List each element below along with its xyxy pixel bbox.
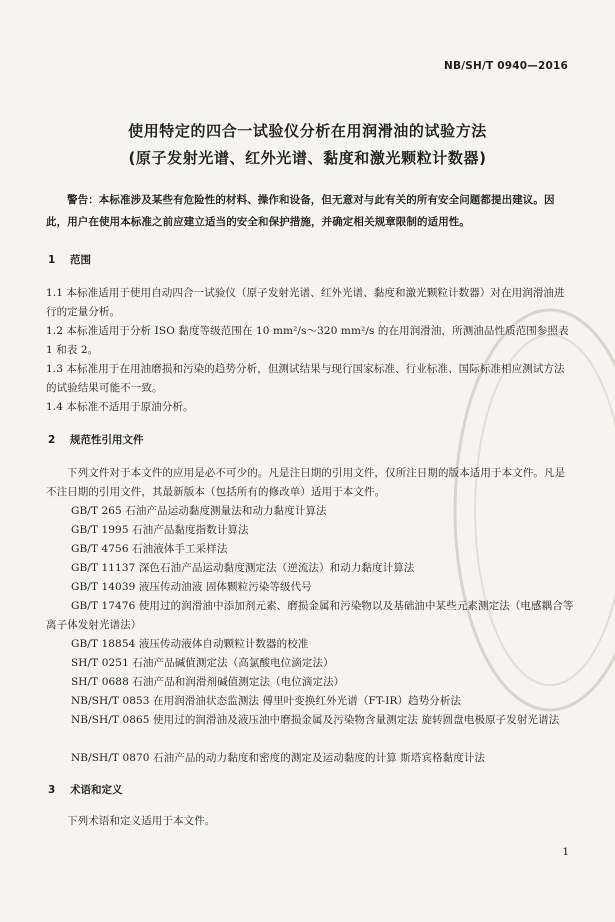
- reference-item: NB/SH/T 0870 石油产品的动力黏度和密度的测定及运动黏度的计算 斯塔宾格黏度计法: [71, 752, 486, 764]
- section-2-heading: [48, 432, 144, 447]
- section-number: 2: [48, 434, 56, 446]
- section-number: 1: [48, 254, 56, 266]
- reference-item: GB/T 14039 液压传动油液 固体颗粒污染等级代号: [71, 581, 312, 593]
- reference-item: GB/T 18854 液压传动液体自动颗粒计数器的校准: [71, 638, 309, 650]
- document-title-line-1: 使用特定的四合一试验仪分析在用润滑油的试验方法: [128, 122, 487, 140]
- reference-item: GB/T 1995 石油产品黏度指数计算法: [71, 524, 249, 536]
- section-title: 术语和定义: [70, 784, 123, 796]
- section-title: 规范性引用文件: [70, 434, 144, 446]
- section-3-intro: 下列术语和定义适用于本文件。: [67, 815, 216, 827]
- section-number: 3: [48, 784, 56, 796]
- standard-number: NB/SH/T 0940—2016: [444, 60, 568, 72]
- section-1-heading: [48, 252, 91, 267]
- page-number: 1: [562, 846, 569, 858]
- section-title: 范围: [70, 254, 91, 266]
- reference-item: SH/T 0251 石油产品碱值测定法（高氯酸电位滴定法）: [71, 657, 334, 669]
- reference-item: GB/T 11137 深色石油产品运动黏度测定法（逆流法）和动力黏度计算法: [71, 562, 415, 574]
- section-3-heading: [48, 782, 123, 797]
- reference-item: NB/SH/T 0865 使用过的润滑油及液压油中磨损金属及污染物含量测定法 旋转圆盘电极原子发射光谱法: [71, 714, 560, 726]
- clause-1-2: 1.2 本标准适用于分析 ISO 黏度等级范围在 10 mm²/s～320 mm²/s 的在用润滑油，所测油品性质范围参照表 1 和表 2。: [46, 325, 569, 356]
- reference-item: GB/T 17476 使用过的润滑油中添加剂元素、磨损金属和污染物以及基础油中某些元素测定法（电感耦合等离子体发射光谱法）: [46, 600, 574, 631]
- warning-paragraph: 警告：本标准涉及某些有危险性的材料、操作和设备，但无意对与此有关的所有安全问题都提出建议。因此，用户在使用本标准之前应建立适当的安全和保护措施，并确定相关规章限制的适用性。: [46, 194, 555, 228]
- reference-item: GB/T 4756 石油液体手工采样法: [71, 543, 228, 555]
- reference-item: GB/T 265 石油产品运动黏度测量法和动力黏度计算法: [71, 505, 327, 517]
- reference-item: NB/SH/T 0853 在用润滑油状态监测法 傅里叶变换红外光谱（FT-IR）趋势分析法: [71, 695, 462, 707]
- reference-item: SH/T 0688 石油产品和润滑剂碱值测定法（电位滴定法）: [71, 676, 345, 688]
- document-title-line-2: (原子发射光谱、红外光谱、黏度和激光颗粒计数器): [128, 149, 487, 167]
- section-2-intro: 下列文件对于本文件的应用是必不可少的。凡是注日期的引用文件，仅所注日期的版本适用于本文件。凡是不注日期的引用文件，其最新版本（包括所有的修改单）适用于本文件。: [46, 467, 566, 498]
- clause-1-4: 1.4 本标准不适用于原油分析。: [46, 401, 194, 413]
- clause-1-3: 1.3 本标准用于在用油磨损和污染的趋势分析，但测试结果与现行国家标准、行业标准、国际标准相应测试方法的试验结果可能不一致。: [46, 363, 565, 394]
- clause-1-1: 1.1 本标准适用于使用自动四合一试验仪（原子发射光谱、红外光谱、黏度和激光颗粒计数器）对在用润滑油进行的定量分析。: [46, 287, 565, 318]
